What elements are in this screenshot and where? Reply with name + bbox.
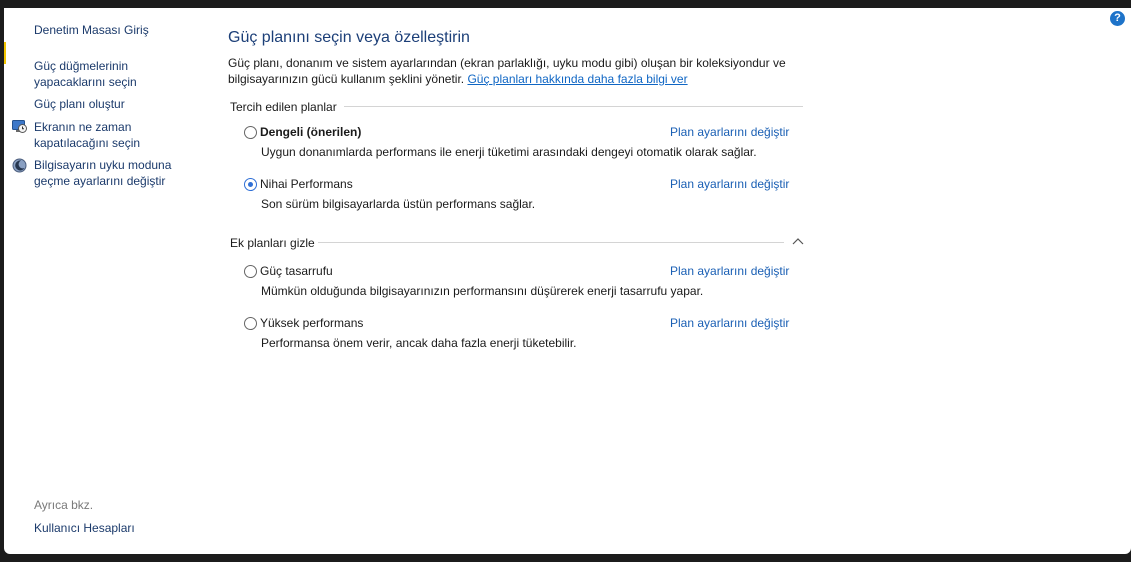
plan-desc-balanced: Uygun donanımlarda performans ile enerji tüketimi arasındaki dengeyi otomatik olarak sağlar.: [261, 145, 757, 159]
learn-more-link[interactable]: Güç planları hakkında daha fazla bilgi ver: [467, 72, 688, 86]
extra-divider: [318, 242, 784, 243]
plan-radio-power-saver[interactable]: [244, 265, 257, 278]
change-settings-power-saver[interactable]: Plan ayarlarını değiştir: [670, 264, 790, 278]
plan-name-ultimate[interactable]: Nihai Performans: [260, 177, 353, 191]
help-icon[interactable]: ?: [1110, 11, 1125, 26]
extra-plans-toggle[interactable]: Ek planları gizle: [230, 236, 315, 250]
change-settings-ultimate[interactable]: Plan ayarlarını değiştir: [670, 177, 790, 191]
description-text: Güç planı, donanım ve sistem ayarlarından (ekran parlaklığı, uyku modu gibi) oluşan bir koleksiyondur ve bilgisayarınızın gücü kullanım şeklini yönetir.: [228, 56, 786, 86]
change-settings-high-performance[interactable]: Plan ayarlarını değiştir: [670, 316, 790, 330]
sidebar-item-power-buttons[interactable]: Güç düğmelerinin yapacaklarını seçin: [34, 59, 137, 89]
sidebar-item-sleep-settings[interactable]: Bilgisayarın uyku moduna geçme ayarlarını değiştir: [34, 158, 172, 188]
plan-desc-ultimate: Son sürüm bilgisayarlarda üstün performans sağlar.: [261, 197, 536, 211]
page-description: [228, 55, 788, 87]
sidebar-item-display-off[interactable]: Ekranın ne zaman kapatılacağını seçin: [34, 120, 141, 150]
chevron-up-icon[interactable]: [792, 237, 804, 245]
plan-radio-high-performance[interactable]: [244, 317, 257, 330]
preferred-divider: [344, 106, 803, 107]
sidebar-selection-marker: [4, 42, 6, 64]
sidebar-home-link[interactable]: Denetim Masası Giriş: [34, 23, 149, 37]
plan-desc-high-performance: Performansa önem verir, ancak daha fazla enerji tüketebilir.: [261, 336, 577, 350]
plan-name-high-performance[interactable]: Yüksek performans: [260, 316, 364, 330]
plan-name-power-saver[interactable]: Güç tasarrufu: [260, 264, 333, 278]
plan-name-balanced[interactable]: Dengeli (önerilen): [260, 125, 362, 139]
page-title: Güç planını seçin veya özelleştirin: [228, 29, 470, 46]
preferred-plans-heading: Tercih edilen planlar: [230, 100, 337, 114]
monitor-clock-icon: [12, 119, 27, 134]
user-accounts-link[interactable]: Kullanıcı Hesapları: [34, 521, 135, 535]
plan-radio-ultimate[interactable]: [244, 178, 257, 191]
moon-icon: [12, 158, 27, 173]
change-settings-balanced[interactable]: Plan ayarlarını değiştir: [670, 125, 790, 139]
plan-desc-power-saver: Mümkün olduğunda bilgisayarınızın performansını düşürerek enerji tasarrufu yapar.: [261, 284, 704, 298]
sidebar-item-create-plan[interactable]: Güç planı oluştur: [34, 97, 125, 111]
power-options-window: [4, 8, 1131, 554]
see-also-label: Ayrıca bkz.: [34, 498, 94, 512]
plan-radio-balanced[interactable]: [244, 126, 257, 139]
